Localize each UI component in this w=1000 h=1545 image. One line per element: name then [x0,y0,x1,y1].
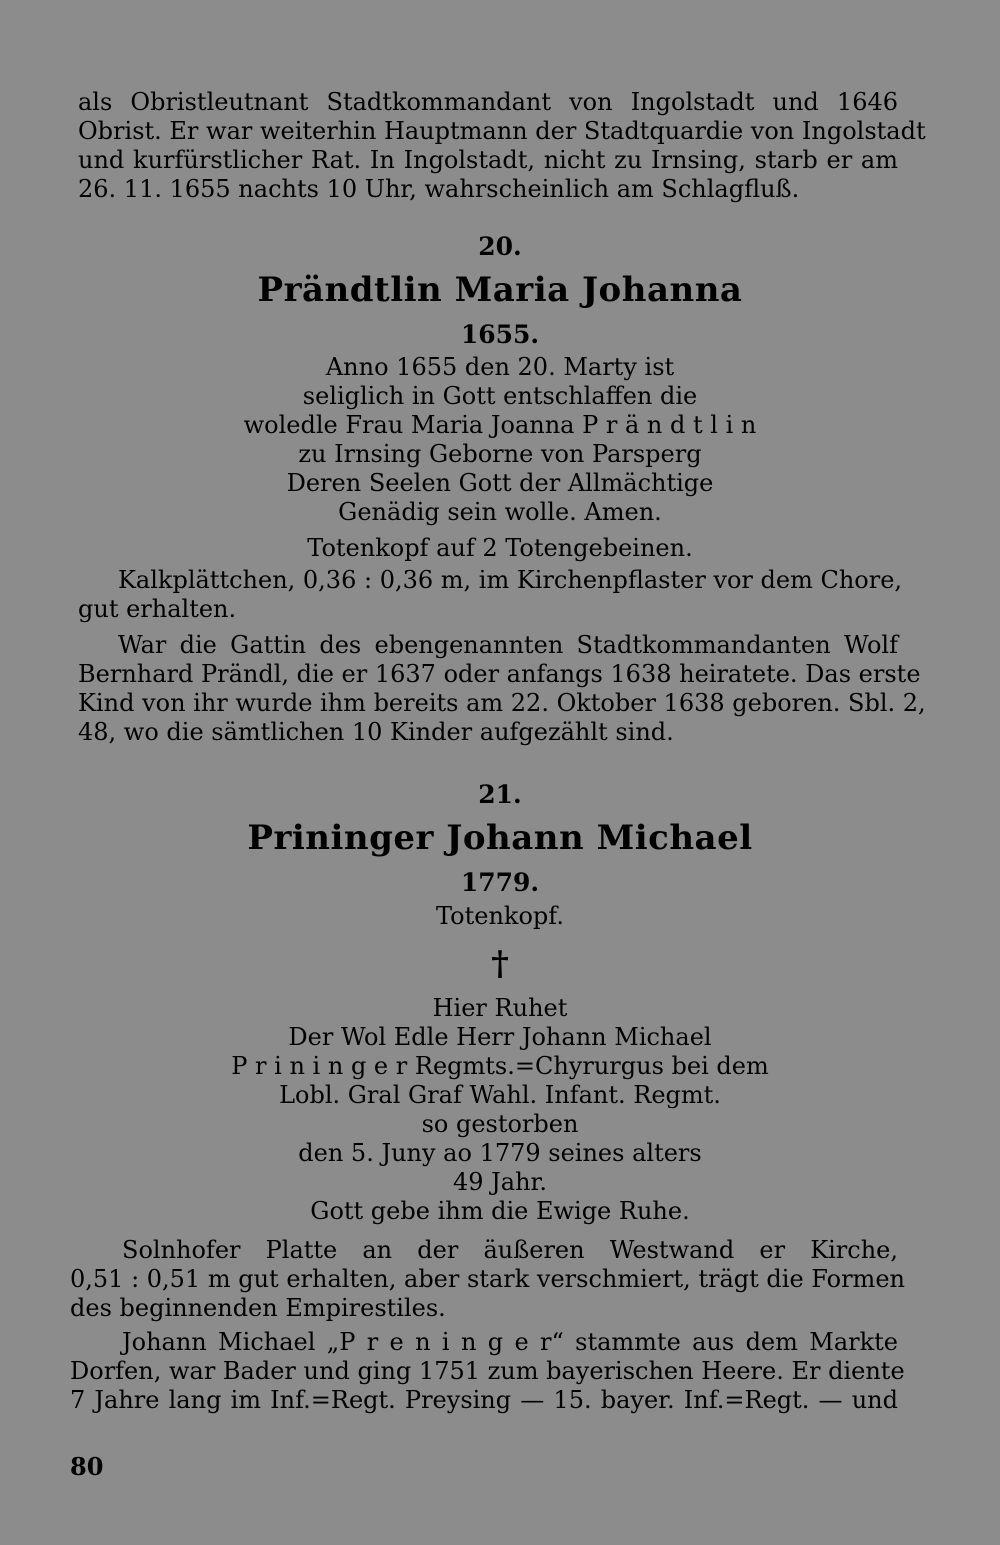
entry-20-inscription [0,353,1000,527]
inscription-line: P r i n i n g e r Regmts.=Chyrurgus bei dem [231,1052,769,1080]
inscription-line: woledle Frau Maria Joanna P r ä n d t l i n [243,411,757,439]
text-line: Obrist. Er war weiterhin Hauptmann der Stadtquardie von Ingolstadt [78,117,926,145]
intro-paragraph [78,88,926,204]
entry-21-description [70,1236,905,1323]
inscription-line: den 5. Juny ao 1779 seines alters [298,1139,702,1167]
text-line: des beginnenden Empirestiles. [70,1294,446,1322]
text-line: Dorfen, war Bader und ging 1751 zum bayerischen Heere. Er diente [70,1357,905,1385]
text-line: als Obristleutnant Stadtkommandant von Ingolstadt und 1646 [78,88,898,116]
inscription-line: Anno 1655 den 20. Marty ist [325,353,675,381]
inscription-line: zu Irnsing Geborne von Parsperg [298,440,702,468]
entry-20-description [78,566,903,624]
entry-20-biography [78,631,926,747]
text-line: 26. 11. 1655 nachts 10 Uhr, wahrscheinlich am Schlagfluß. [78,175,800,203]
inscription-line: Deren Seelen Gott der Allmächtige [286,469,714,497]
text-line: Kind von ihr wurde ihm bereits am 22. Oktober 1638 geboren. Sbl. 2, [78,689,926,717]
entry-20-title: Prändtlin Maria Johanna [257,270,743,310]
text-line: War die Gattin des ebengenannten Stadtkommandanten Wolf [118,631,898,659]
text-line: Solnhofer Platte an der äußeren Westwand er Kirche, [122,1236,898,1264]
text-line: Johann Michael „P r e n i n g e r“ stammte aus dem Markte [122,1328,898,1356]
entry-20-emblem: Totenkopf auf 2 Totengebeinen. [307,534,693,562]
inscription-line: 49 Jahr. [452,1168,548,1196]
entry-21-title: Prininger Johann Michael [247,818,753,858]
entry-20-year: 1655. [460,320,540,349]
entry-21-biography [70,1328,905,1415]
text-line: gut erhalten. [78,595,237,623]
inscription-line: so gestorben [421,1110,579,1138]
inscription-line: Der Wol Edle Herr Johann Michael [288,1023,712,1051]
entry-20-number: 20. [478,232,522,261]
entry-21-number: 21. [478,780,522,809]
inscription-line: Gott gebe ihm die Ewige Ruhe. [310,1197,690,1225]
text-line: 7 Jahre lang im Inf.=Regt. Preysing — 15. bayer. Inf.=Regt. — und [70,1386,898,1414]
entry-21-emblem: Totenkopf. [436,902,564,930]
entry-21-year: 1779. [460,868,540,897]
inscription-line: seliglich in Gott entschlaffen die [302,382,698,410]
text-line: Kalkplättchen, 0,36 : 0,36 m, im Kirchenpflaster vor dem Chore, [118,566,903,594]
text-line: 0,51 : 0,51 m gut erhalten, aber stark verschmiert, trägt die Formen [70,1265,905,1293]
text-line: und kurfürstlicher Rat. In Ingolstadt, nicht zu Irnsing, starb er am [78,146,898,174]
entry-21-inscription [0,994,1000,1226]
inscription-line: Hier Ruhet [432,994,568,1022]
text-line: Bernhard Prändl, die er 1637 oder anfangs 1638 heiratete. Das erste [78,660,921,688]
page-number: 80 [70,1452,104,1481]
cross-icon: † [491,944,509,984]
inscription-line: Lobl. Gral Graf Wahl. Infant. Regmt. [279,1081,721,1109]
text-line: 48, wo die sämtlichen 10 Kinder aufgezählt sind. [78,718,674,746]
inscription-line: Genädig sein wolle. Amen. [338,498,662,526]
